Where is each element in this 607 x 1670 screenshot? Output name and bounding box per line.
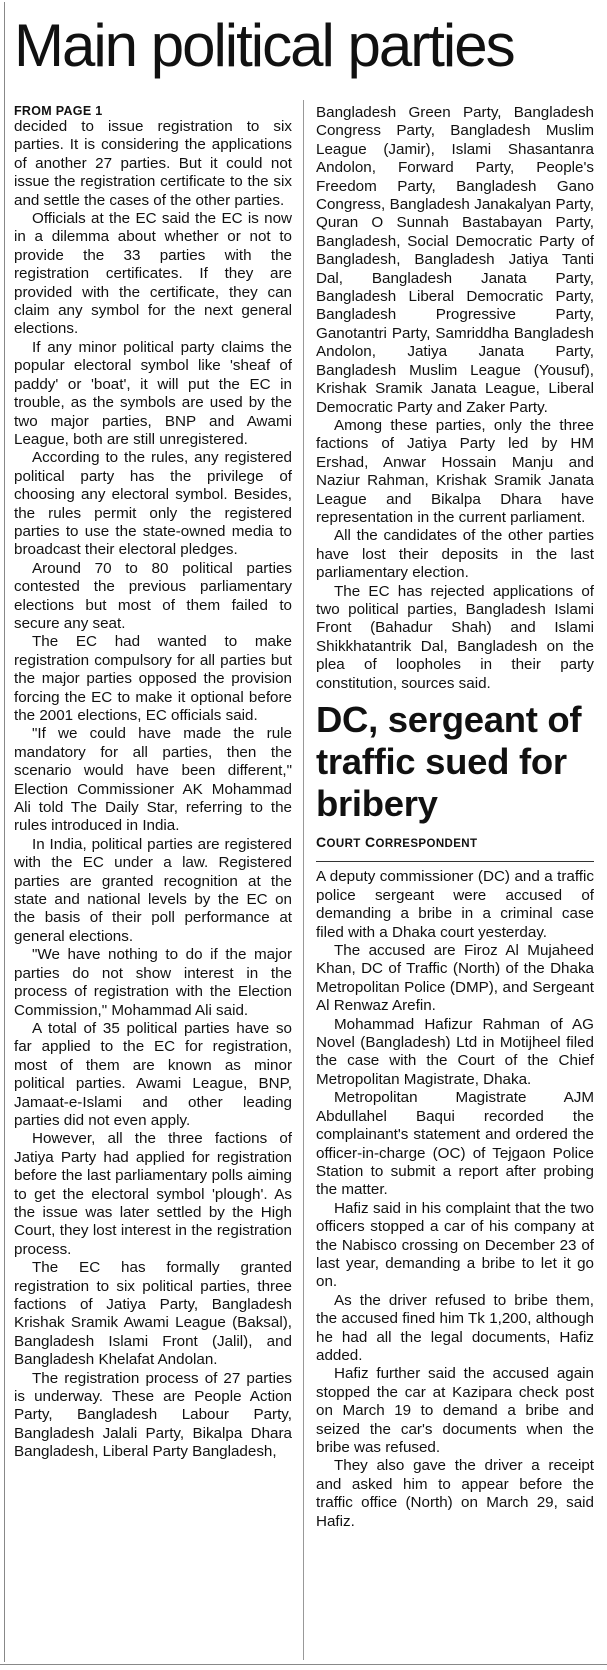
paragraph: However, all the three factions of Jatiya Party had applied for registration before the last parliamentary polls aiming to get the electoral symbol 'plough'. As the issue was later settled by the High Court, they lost interest in the registration process. [14,1130,292,1258]
paragraph: "If we could have made the rule mandatory for all parties, then the scenario would have been different," Election Commissioner AK Mohammad Ali told The Daily Star, referring to the rules introduced in India. [14,725,292,835]
paragraph: Metropolitan Magistrate AJM Abdullahel Baqui recorded the complainant's statement and ordered the officer-in-charge (OC) of Tejgaon Police Station to submit a report after probing the matter. [316,1089,594,1199]
column-divider [303,100,304,1660]
paragraph: The registration process of 27 parties is underway. These are People Action Party, Bangladesh Labour Party, Bangladesh Jalali Party, Bikalpa Dhara Bangladesh, Liberal Party Bangladesh, [14,1369,292,1461]
paragraph: decided to issue registration to six parties. It is considering the applications of another 27 parties. But it could not issue the registration certificate to the six and settle the cases of the other parties. [14,118,292,209]
bottom-border [0,1664,607,1665]
left-border [4,2,5,1662]
column-2 [316,104,594,1531]
paragraph: Hafiz further said the accused again stopped the car at Kazipara check post on March 19 to demand a bribe and seized the car's documents when the bribe was refused. [316,1365,594,1456]
from-page-label: FROM PAGE 1 [14,104,103,118]
byline-initial: C [365,834,376,850]
column-1 [14,104,292,1462]
byline-initial: C [316,834,327,850]
paragraph: Around 70 to 80 political parties contested the previous parliamentary elections but most of them failed to secure any seat. [14,559,292,632]
paragraph: The EC has rejected applications of two political parties, Bangladesh Islami Front (Bahadur Shah) and Islami Shikkhatantrik Dal, Bangladesh on the plea of loopholes in their party constitution, sources said. [316,582,594,692]
paragraph: Among these parties, only the three factions of Jatiya Party led by HM Ershad, Anwar Hossain Manju and Naziur Rahman, Krishak Sramik Janata League and Bikalpa Dhara have representation in the current parliament. [316,416,594,526]
paragraph: The EC had wanted to make registration compulsory for all parties but the major parties opposed the provision forcing the EC to make it optional before the 2001 elections, EC officials said. [14,633,292,724]
byline [316,833,594,862]
main-headline: Main political parties [14,12,514,79]
paragraph: According to the rules, any registered political party has the privilege of choosing any electoral symbol. Besides, the rules permit only the registered parties to use the state-owned media to broadcast their electoral pledges. [14,449,292,559]
paragraph: A total of 35 political parties have so far applied to the EC for registration, most of them are known as minor political parties. Awami League, BNP, Jamaat-e-Islami and other leading parties did not even apply. [14,1019,292,1129]
paragraph: If any minor political party claims the popular electoral symbol like 'sheaf of paddy' or 'boat', it will put the EC in trouble, as the symbols are used by the two major parties, BNP and Awami League, both are still unregistered. [14,338,292,448]
paragraph: In India, political parties are registered with the EC under a law. Registered parties are granted recognition at the state and national levels by the EC on the basis of their poll performance at general elections. [14,835,292,945]
byline-rest: OURT [326,838,361,850]
paragraph: Hafiz said in his complaint that the two officers stopped a car of his company at the Nabisco crossing on December 23 of last year, demanding a bribe to let it go on. [316,1199,594,1291]
paragraph: Bangladesh Green Party, Bangladesh Congress Party, Bangladesh Muslim League (Jamir), Islami Shasantanra Andolon, Forward Party, People's Freedom Party, Bangladesh Gano Congress, Bangladesh Janakalyan Party, Quran O Sunnah Bastabayan Party, Bangladesh, Social Democratic Party of Bangladesh, Bangladesh Jatiya Tanti Dal, Bangladesh Janata Party, Bangladesh Liberal Democratic Party, Bangladesh Progressive Party, Ganotantri Party, Samriddha Bangladesh Andolon, Jatiya Janata Party, Bangladesh Muslim League (Yousuf), Krishak Sramik Janata League, Liberal Democratic Party and Zaker Party. [316,104,594,416]
paragraph: As the driver refused to bribe them, the accused fined him Tk 1,200, although he had all the legal documents, Hafiz added. [316,1291,594,1364]
paragraph: "We have nothing to do if the major parties do not show interest in the process of registration with the Election Commission," Mohammad Ali said. [14,946,292,1019]
paragraph: They also gave the driver a receipt and asked him to appear before the traffic office (North) on March 29, said Hafiz. [316,1457,594,1530]
paragraph: Officials at the EC said the EC is now in a dilemma about whether or not to provide the 33 parties with the registration certificates. If they are provided with the certificate, they can claim any symbol for the next general elections. [14,210,292,338]
paragraph: All the candidates of the other parties have lost their deposits in the last parliamentary election. [316,527,594,582]
paragraph: Mohammad Hafizur Rahman of AG Novel (Bangladesh) Ltd in Motijheel filed the case with the Court of the Chief Metropolitan Magistrate, Dhaka. [316,1015,594,1088]
paragraph: The EC has formally granted registration to six political parties, three factions of Jatiya Party, Bangladesh Krishak Sramik Awami League (Baksal), Bangladesh Islami Front (Jalil), and Bangladesh Khelafat Andolan. [14,1259,292,1369]
paragraph: The accused are Firoz Al Mujaheed Khan, DC of Traffic (North) of the Dhaka Metropolitan Police (DMP), and Sergeant Al Renwaz Arefin. [316,942,594,1015]
paragraph: A deputy commissioner (DC) and a traffic police sergeant were accused of demanding a bribe in a criminal case filed with a Dhaka court yesterday. [316,868,594,941]
byline-rest: ORRESPONDENT [375,838,478,850]
story2-headline: DC, sergeant of traffic sued for bribery [316,699,582,824]
